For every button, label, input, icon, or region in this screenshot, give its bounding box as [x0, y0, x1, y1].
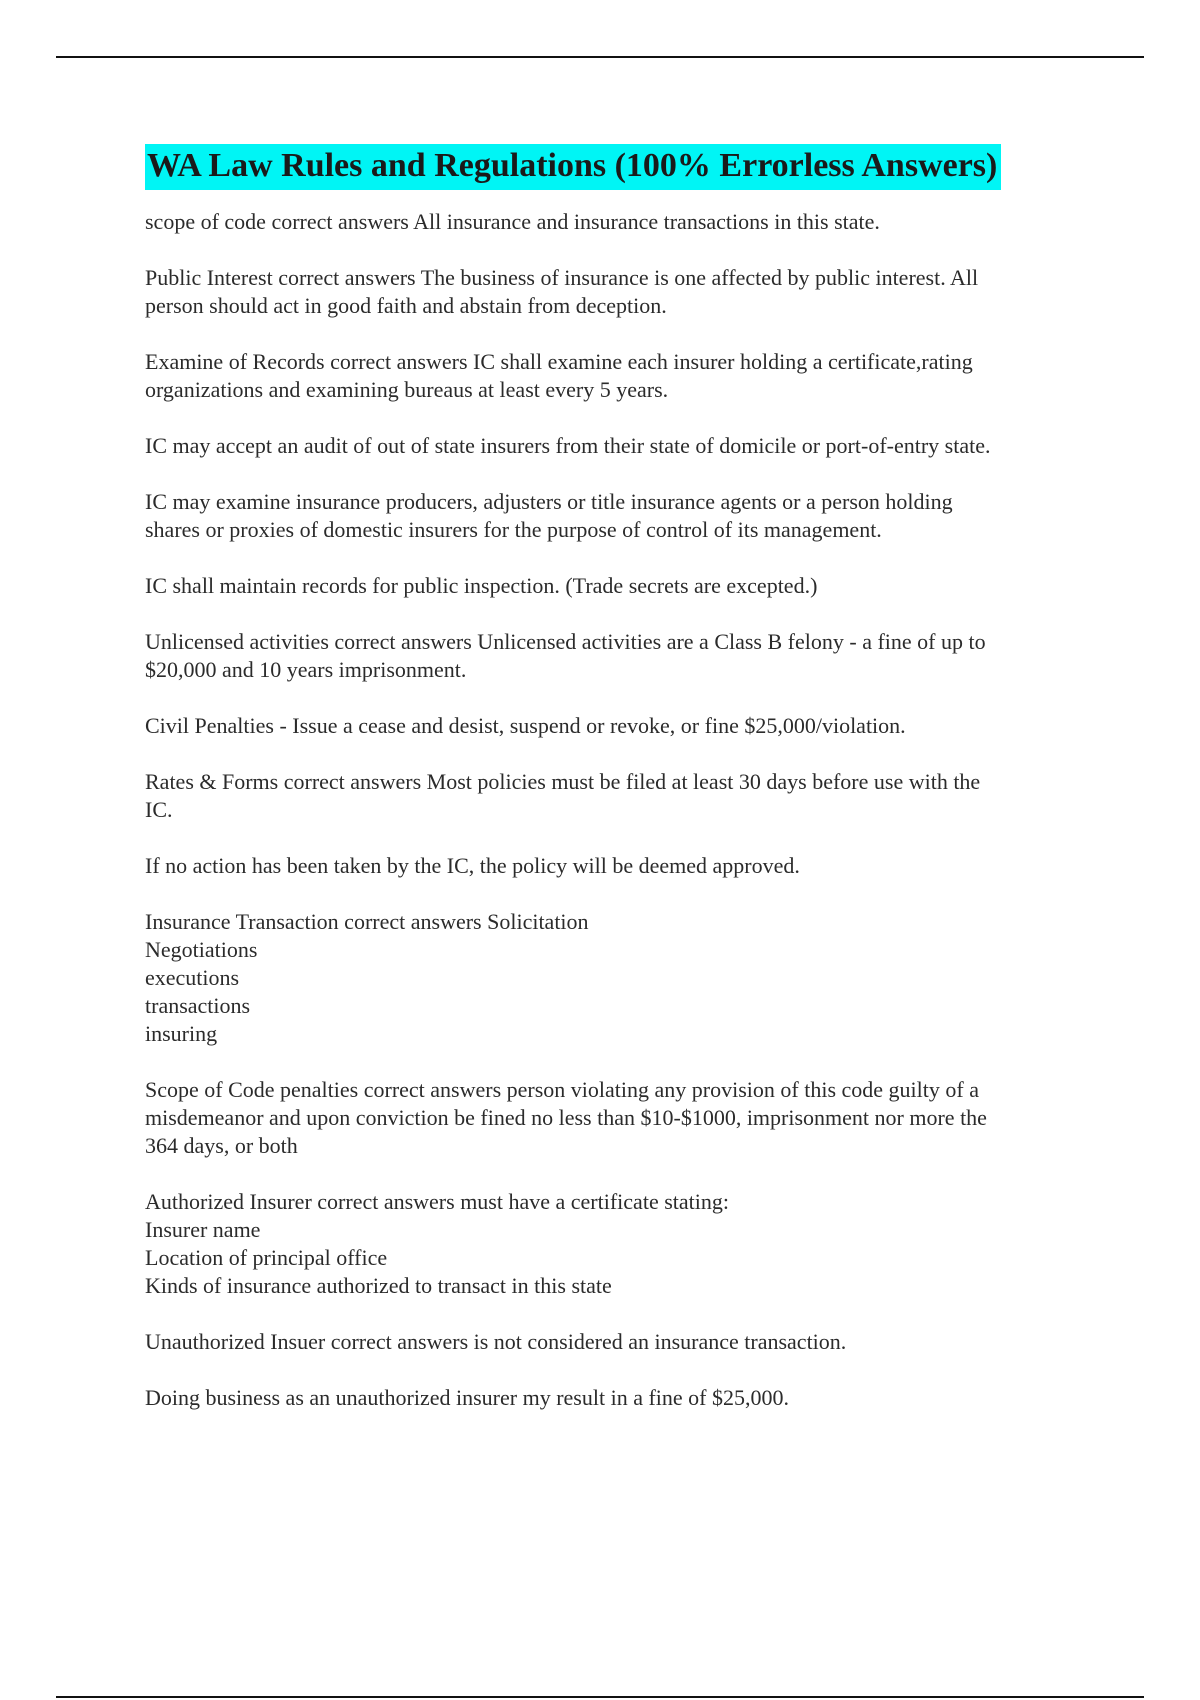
paragraph-line: Rates & Forms correct answers Most policies must be filed at least 30 days before use with the	[145, 769, 981, 794]
paragraph	[145, 712, 1085, 740]
paragraph	[145, 628, 1085, 684]
paragraph-line: Insurer name	[145, 1217, 261, 1242]
paragraph	[145, 432, 1085, 460]
paragraph-line: 364 days, or both	[145, 1133, 298, 1158]
paragraph	[145, 852, 1085, 880]
paragraph	[145, 264, 1085, 320]
document-body	[145, 144, 1085, 1440]
paragraph-line: IC.	[145, 797, 173, 822]
paragraph-line: scope of code correct answers All insurance and insurance transactions in this state.	[145, 209, 880, 234]
document-title: WA Law Rules and Regulations (100% Errorless Answers)	[145, 144, 1001, 190]
top-rule	[56, 56, 1144, 58]
paragraph	[145, 908, 1085, 1048]
paragraph-line: IC shall maintain records for public inspection. (Trade secrets are excepted.)	[145, 573, 818, 598]
paragraph-line: Examine of Records correct answers IC shall examine each insurer holding a certificate,rating	[145, 349, 973, 374]
paragraph-line: Insurance Transaction correct answers Solicitation	[145, 909, 589, 934]
paragraph	[145, 768, 1085, 824]
paragraph	[145, 348, 1085, 404]
paragraph	[145, 1188, 1085, 1300]
paragraph-list	[145, 208, 1085, 1412]
paragraph-line: executions	[145, 965, 240, 990]
paragraph-line: Unlicensed activities correct answers Unlicensed activities are a Class B felony - a fine of up to	[145, 629, 986, 654]
paragraph-line: Civil Penalties - Issue a cease and desist, suspend or revoke, or fine $25,000/violation.	[145, 713, 906, 738]
paragraph-line: Authorized Insurer correct answers must have a certificate stating:	[145, 1189, 729, 1214]
paragraph	[145, 488, 1085, 544]
paragraph-line: Doing business as an unauthorized insurer my result in a fine of $25,000.	[145, 1385, 789, 1410]
bottom-rule	[56, 1696, 1144, 1698]
paragraph	[145, 1384, 1085, 1412]
paragraph-line: Location of principal office	[145, 1245, 388, 1270]
paragraph-line: IC may accept an audit of out of state insurers from their state of domicile or port-of-entry state.	[145, 433, 991, 458]
paragraph	[145, 572, 1085, 600]
paragraph-line: $20,000 and 10 years imprisonment.	[145, 657, 467, 682]
paragraph-line: If no action has been taken by the IC, the policy will be deemed approved.	[145, 853, 800, 878]
paragraph-line: person should act in good faith and abstain from deception.	[145, 293, 667, 318]
paragraph	[145, 208, 1085, 236]
paragraph-line: transactions	[145, 993, 251, 1018]
paragraph-line: Public Interest correct answers The business of insurance is one affected by public interest. All	[145, 265, 979, 290]
paragraph-line: Kinds of insurance authorized to transact in this state	[145, 1273, 612, 1298]
paragraph-line: Unauthorized Insuer correct answers is not considered an insurance transaction.	[145, 1329, 847, 1354]
paragraph-line: organizations and examining bureaus at least every 5 years.	[145, 377, 669, 402]
paragraph-line: IC may examine insurance producers, adjusters or title insurance agents or a person holding	[145, 489, 953, 514]
paragraph	[145, 1076, 1085, 1160]
paragraph-line: Scope of Code penalties correct answers person violating any provision of this code guilty of a	[145, 1077, 979, 1102]
paragraph-line: Negotiations	[145, 937, 258, 962]
paragraph-line: misdemeanor and upon conviction be fined no less than $10-$1000, imprisonment nor more the	[145, 1105, 987, 1130]
paragraph-line: shares or proxies of domestic insurers for the purpose of control of its management.	[145, 517, 882, 542]
paragraph	[145, 1328, 1085, 1356]
paragraph-line: insuring	[145, 1021, 218, 1046]
